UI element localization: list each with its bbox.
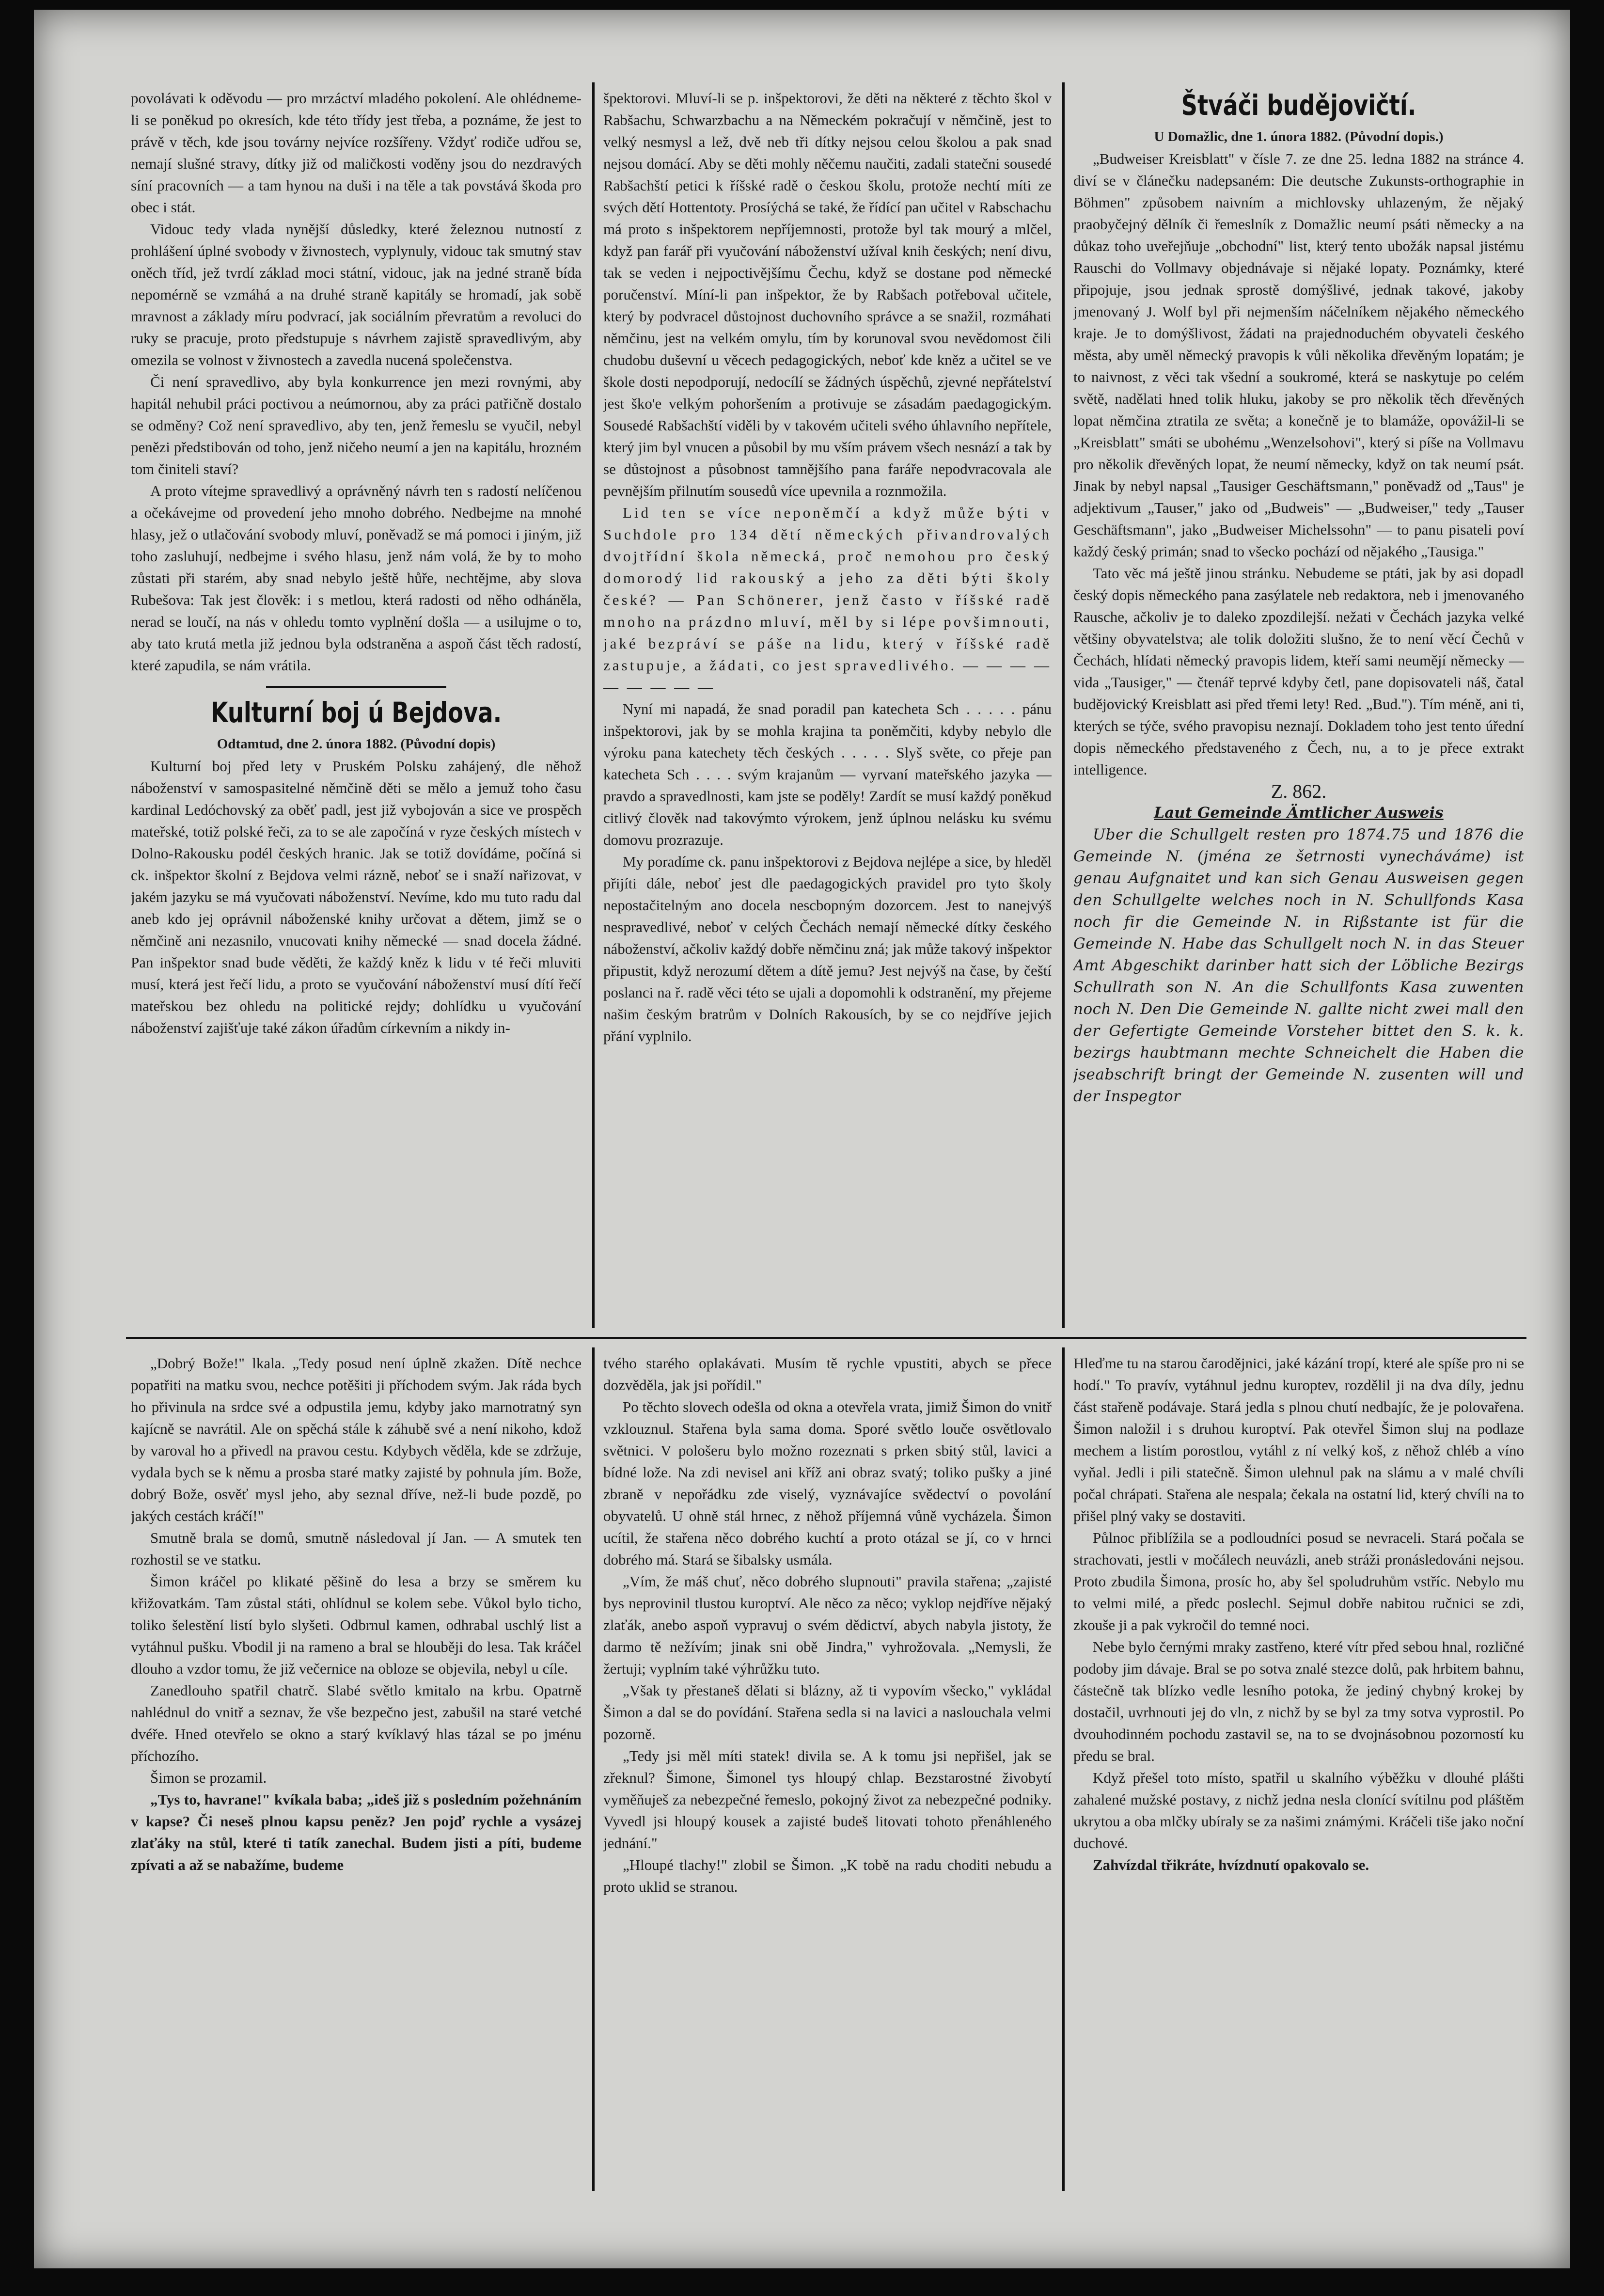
upper-column-3 bbox=[1073, 87, 1524, 1328]
paragraph: „Tedy jsi měl míti statek! divila se. A k tomu jsi nepřišel, jak se zřeknul? Šimone, Šimonel tys hloupý chlap. Bezstarostné živobytí vyměňuješ za nebezpečné řemeslo, pokojný život za nebezpečné podniky. Vyvedl jsi hloupý kousek a zajisté budeš litovati tohoto přenáhleného jednání." bbox=[603, 1747, 1052, 1852]
paragraph: „Budweiser Kreisblatt" v čísle 7. ze dne 25. ledna 1882 na stránce 4. diví se v článečku nadepsaném: Die deutsche Zukunsts-orthographie in Böhmen" způsobem naivním a michlovsky uhlazeným, že nějaký praobyčejný dělník či řemeslník z Domažlic neumí psáti německy a na důkaz toho uveřejňuje „obchodní" list, který tento ubožák napsal jistému Rauschi do Vollmavy objednávaje si nějaké lopaty. Poznámky, které připojuje, jsou jednak sprostě domýšlivé, jednak takové, jakoby jmenovaný J. Wolf byl při nejmenším náčelníkem nějakého německého kraje. Je to domýšlivost, žádati na prajednoduchém obyvateli českého města, aby uměl německý pravopis k vůli několika dřevěným lopatám; je to naivnost, z věci tak všední a soukromé, která se naskytuje po celém světě, nadělati hned tolik hluku, jakoby se pro několik těch dřevěných lopat němčina ztratila ze světa; a konečně je to blamáže, opovážil-li se „Kreisblatt" smáti se ubohému „Wenzelsohovi", který si píše na Vollmavu pro několik dřevěných lopat, že neumí německy, když on tak neumí psát. Jinak by nebyl napsal „Tausiger Geschäftsmann," poněvadž od „Taus" je adjektivum „Tauser," jako od „Budweis" — „Budweiser," tedy „Tauser Geschäftsmann", jako „Budweiser Michelssohn" — to panu pisateli poví každý český primán; snad to všecko pochází od nějakého „Tausiga." bbox=[1073, 150, 1524, 560]
lower-column-1 bbox=[131, 1352, 582, 2191]
paragraph: „Vím, že máš chuť, něco dobrého slupnouti" pravila stařena; „zajisté bys neprovinil tlustou kuroptví. Ale něco za něco; vyklop nejdříve nějaký zlaťák, anebo aspoň vypravuj o svém dědictví, abych nabyla jistoty, že darmo tě nežívím; jinak sni obě Jindra," vyhrožovala. „Nemysli, že žertuji; vyplním také výhrůžku tuto. bbox=[603, 1573, 1052, 1677]
lower-column-3 bbox=[1073, 1352, 1524, 2191]
column-rule-2 bbox=[1062, 82, 1065, 1328]
paragraph: Půlnoc přiblížila se a podloudníci posud se nevraceli. Stará počala se strachovati, jestli v močálech neuvázli, aneb stráži pronásledováni nejsou. Proto zbudila Šimona, prosíc ho, aby šel spoludruhům vstříc. Nebylo mu to velmi milé, a předc poslechl. Sejmul dobře nabitou ručnici se zdi, zkouše ji a pak vykročil do temné noci. bbox=[1073, 1529, 1524, 1633]
lower-column-2 bbox=[603, 1352, 1052, 2191]
article-separator bbox=[266, 686, 446, 688]
paragraph: Nyní mi napadá, že snad poradil pan katecheta Sch . . . . . pánu inšpektorovi, jak by se mohla krajina ta poněmčiti, kdyby nebylo dle výroku pana katechety těch českých . . . . . Slyš světe, co přeje pan katecheta Sch . . . . svým krajanům — vyrvaní mateřského jazyka — pravdo a spravedlnosti, kam jste se poděly! Zardít se musí každý poněkud citlivý člověk nad takovýmto výrokem, jenž úplnou nelásku ku svému domovu prozrazuje. bbox=[603, 700, 1052, 848]
paragraph: „Tys to, havrane!" kvíkala baba; „ideš již s posledním požehnáním v kapse? Či neseš plnou kapsu peněz? Jen pojď rychle a vysázej zlaťáky na stůl, které ti tatík zanechal. Budem jisti a píti, budeme zpívati a až se nabažíme, budeme bbox=[131, 1791, 582, 1873]
paragraph: Zahvízdal třikráte, hvízdnutí opakovalo se. bbox=[1093, 1856, 1369, 1873]
gothic-title: Laut Gemeinde Ämtlicher Ausweis bbox=[1154, 804, 1444, 822]
paragraph: Nebe bylo černými mraky zastřeno, které vítr před sebou hnal, rozličné podoby jim dávaje. Bral se po sotva znalé stezce dolů, pak hrbitem bahnu, částečně tak blízko vedle lesního potoka, že jediný chybný krokej by dostačil, uvrhnouti jej do vln, z nichž by se byl za tmy sotva vyprostil. Po dvouhodinném pochodu zastavil se, na to se dvojnásobnou pozorností ku předu se bral. bbox=[1073, 1638, 1524, 1764]
paragraph: Šimon kráčel po klikaté pěšině do lesa a brzy se směrem ku křižovatkám. Tam zůstal státi, ohlídnul se kolem sebe. Vůkol bylo ticho, toliko šelestění listí bylo slyšeti. Odbrnul kamen, odhrabal uschlý list a vytáhnul pušku. Vbodil ji na rameno a bral se hlouběji do lesa. Tak kráčel dlouho a vzdor tomu, že již večernice na obloze se objevila, nebyl u cíle. bbox=[131, 1573, 582, 1677]
paragraph: Smutně brala se domů, smutně následoval jí Jan. — A smutek ten rozhostil se ve statku. bbox=[131, 1529, 582, 1568]
article-headline: Štváči budějovičtí. bbox=[1181, 89, 1416, 122]
gothic-text: Uber die Schullgelt resten pro 1874.75 und 1876 die Gemeinde N. (jména ze šetrnosti vynecháváme) ist genau Aufgnaitet und kan sich Genau Ausweisen gegen den Schullgelte welches noch in N. Schullfonds Kasa noch fir die Gemeinde N. in Rißstante ist für die Gemeinde N. Habe das Schullgelt noch N. in das Steuer Amt Abgeschikt darinber hatt sich der Löbliche Bezirgs Schullrath son N. An die Schullfonts Kasa zuwenten noch N. Den Die Gemeinde N. gallte nicht zwei mall den der Gefertigte Gemeinde Vorsteher bittet den S. k. k. bezirgs haubtmann mechte Schneichelt die Haben die jseabschrift bringt der Gemeinde N. zusenten will und der Inspegtor bbox=[1073, 826, 1524, 1105]
article-headline: Kulturní boj ú Bejdova. bbox=[210, 696, 502, 729]
paragraph: Kulturní boj před lety v Pruském Polsku zahájený, dle něhož náboženství v samospasitelné němčině děti se mělo a jemuž toho času kardinal Ledóchovský za oběť padl, jest již vybojován a sice ve prospěch mateřské, totiž polské řeči, za to se ale započíná v ryze českých místech v Dolno-Rakousku podél českých hranic. Jak se totiž dovídáme, počíná si ck. inšpektor školní z Bejdova velmi rázně, neboť se i snaží nařizovat, v jakém jazyku se má vyučovati náboženství. Nevíme, kdo mu tuto radu dal aneb kdo jej oprávnil náboženské knihy určovat a dětem, jimž se o němčině ani nezasnilo, vnucovati knihy německé — snad docela žádné. Pan inšpektor snad bude věděti, že každý kněz k lidu v té řeči mluviti musí, která jest řečí lidu, a proto se vyučování náboženství musí dítí řečí mateřskou bez ohledu na politické rejdy; dohlídku u vyučování náboženství zajišťuje také zákon úřadům církevním a nikdy in- bbox=[131, 758, 582, 1036]
column-rule-4 bbox=[1062, 1347, 1065, 2191]
paragraph: Tato věc má ještě jinou stránku. Nebudeme se ptáti, jak by asi dopadl český dopis německého pana zasýlatele neb redaktora, neb i jmenovaného Rausche, ačkoliv je to daleko zpozdilejší. nežati v Čechách jazyka velké většiny obyvatelstva; ale tolik doložiti slušno, že to není věcí Čechů v Čechách, hlídati německý pravopis lidem, kteří sami neumějí německy — vida „Tausiger," — čtenář teprvé kdyby četl, pane dopisovateli náš, čatal budějovický Kreisblatt asi před třemi lety! Red. „Bud."). Tím méně, ani ti, kterých se týče, svého pravopisu neznají. Dokladem toho jest tento úřední dopis německého představeného z Čech, nu, a to je přece extrakt intelligence. bbox=[1073, 565, 1524, 778]
paragraph: „Hloupé tlachy!" zlobil se Šimon. „K tobě na radu choditi nebudu a proto uklid se stranou. bbox=[603, 1856, 1052, 1895]
upper-column-2 bbox=[603, 87, 1052, 1328]
paragraph: Šimon se prozamil. bbox=[150, 1769, 267, 1786]
paragraph: Zanedlouho spatřil chatrč. Slabé světlo kmitalo na krbu. Opatrně nahlédnul do vnitř a seznav, že vše bezpečno jest, zabušil na staré vetché dvéře. Hned otevřelo se okno a starý kvíklavý hlas tázal se po jménu příchozího. bbox=[131, 1682, 582, 1764]
paragraph: Po těchto slovech odešla od okna a otevřela vrata, jimiž Šimon do vnitř vzklouznul. Stařena byla sama doma. Sporé světlo louče osvětlovalo světnici. V pološeru bylo možno rozeznati s prken sbitý stůl, lavici a bídné lože. Na zdi nevisel ani kříž ani obraz svatý; toliko pušky a jiné zbraně v nepořádku zde viselý, vyznávajíce svědectví o povolání obyvatelů. U ohně stál hrnec, z něhož příjemná vůně vycházela. Šimon ucítil, že stařena něco dobrého kuchtí a proto otázal se jí, co v hrnci dobrého má. Stará se šibalsky usmála. bbox=[603, 1398, 1052, 1568]
paragraph: špektorovi. Mluví-li se p. inšpektorovi, že děti na některé z těchto škol v Rabšachu, Schwarzbachu a na Německém pokračují v němčině, jest to velký nesmysl a lež, dvě neb tři dítky nejsou celou školou a pak snad nejsou domácí. Aby se děti mohly něčemu naučiti, zadali statečni sousedé Rabšachští petici k říšské radě o českou školu, protože nechtí míti ze svých dětí Hottentoty. Prosíýchá se také, že řídící pan učitel v Rabschachu má proto s inšpektorem nepříjemnosti, protože byl tak mourý a mlčel, když pan farář při vyučování náboženství užíval knih českých; není divu, tak se veden i nejpoctivějšímu Čechu, když se dostane pod německé poručenství. Míní-li pan inšpektor, že by Rabšach potřeboval učitele, který by podvracel důstojnost duchovního správce a se snažil, rozmáhati němčinu, jest na velkém omylu, tím by korunoval svou nevědomost čili chudobu duševní u věcech pedagogických, neboť kde kněz a učitel se ve škole dosti nepodporují, nedocílí se žádných úspěchů, zjevné nepřátelství jest ško'e velkým pohoršením a protivuje se zásadám paedagogickým. Sousedé Rabšachští viděli by v takovém učiteli svého úhlavního nepřítele, který jim byl vnucen a působil by mu vším právem všech nesnází a tak by se důstojnost a působnost tamnějšího pana faráře nepodvracovala ale pevnějším přilnutím sousedů více upevnila a roznmožila. bbox=[603, 90, 1052, 499]
paragraph: tvého starého oplakávati. Musím tě rychle vpustiti, abych se přece dozvěděla, jak jsi pořídil." bbox=[603, 1355, 1052, 1393]
column-rule-1 bbox=[592, 82, 595, 1328]
paragraph: Lid ten se více neponěmčí a když může býti v Suchdole pro 134 dětí německých přivandrovalých dvojtřídní škola německá, proč nemohou pro český domorodý lid rakouský a jeho za děti býti školy české? — Pan Schönerer, jenž často v říšské radě mnoho na prázdno mluví, měl by si lépe povšimnouti, jaké bezpráví se páše na lidu, který v říšské radě zastupuje, a žádati, co jest spravedlivého. — — — — — — — — — bbox=[603, 504, 1052, 696]
paragraph: Či není spravedlivo, aby byla konkurrence jen mezi rovnými, aby hapitál nehubil práci poctivou a neúmornou, aby za práci patřičně dostalo se odměny? Což není spravedlivo, aby ten, jenž řemeslu se vyučil, nebyl penězi předstibován od toho, jenž ničeho neumí a jen na kapitálu, hrozném tom činiteli staví? bbox=[131, 373, 582, 477]
upper-column-1 bbox=[131, 87, 582, 1328]
column-rule-3 bbox=[592, 1347, 595, 2191]
paragraph: „Však ty přestaneš dělati si blázny, až ti vypovím všecko," vykládal Šimon a dal se do povídání. Stařena sedla si na lavici a naslouchala velmi pozorně. bbox=[603, 1682, 1052, 1742]
paragraph: povolávati k oděvodu — pro mrzáctví mladého pokolení. Ale ohlédneme-li se poněkud po okresích, kde této třídy jest třeba, a poznáme, že jest to právě v těch, kde jsou továrny nejvíce rozšířeny. Vždyť rodiče udřou se, nemají slušné stravy, dítky již od maličkosti voděny jsou do nezdravých síní pracovních — a tam hynou na duši i na těle a tak povstává škoda pro obec i stát. bbox=[131, 90, 582, 216]
dateline: Odtamtud, dne 2. února 1882. (Původní dopis) bbox=[217, 736, 496, 752]
paragraph: Hleďme tu na starou čarodějnici, jaké kázání tropí, které ale spíše pro ni se hodí." To pravív, vytáhnul jednu kuroptev, rozdělil ji na dva díly, jednu část stařeně podávaje. Stará jedla s plnou chutí nedbajíc, že je polovařena. Šimon naložil i s druhou kuroptví. Pak otevřel Šimon sluj na podlaze mechem a listím porostlou, vytáhl z ní velký koš, z něhož chléb a víno vyňal. Jedli i pili statečně. Šimon ulehnul pak na slámu a v malé chvíli počal chrápati. Stařena ale nespala; čekala na ostatní lid, který chvíli na to přišel plný vaky se dostaviti. bbox=[1073, 1355, 1524, 1524]
paragraph: My poradíme ck. panu inšpektorovi z Bejdova nejlépe a sice, by hleděl přijíti dále, neboť jest dle paedagogických pravidel pro tyto školy nepostačitelným ano docela nescbopným dozorcem. Jest to nanejvýš nespravedlivé, neboť v celých Čechách nemají německé dítky českého náboženství, ačkoliv každý dobře němčinu zná; jak může takový inšpektor připustit, když nerozumí dětem a dítě jemu? Jest nejvýš na čase, by čeští poslanci na ř. radě věci této se ujali a dopomohli k odstranění, my přejeme našim českým bratrům v Dolních Rakousích, by se co nejdříve jejich přání vyplnilo. bbox=[603, 853, 1052, 1045]
newspaper-page bbox=[34, 10, 1570, 2268]
dateline: U Domažlic, dne 1. února 1882. (Původní dopis.) bbox=[1154, 129, 1444, 144]
paragraph: Když přešel toto místo, spatřil u skalního výběžku v dlouhé plášti zahalené mužské postavy, z nichž jedna nesla clonící svítilnu pod pláštěm ukrytou a oba mlčky ubíraly se za našimi známými. Kráčeli tiše jako noční duchové. bbox=[1073, 1769, 1524, 1852]
paragraph: „Dobrý Bože!" lkala. „Tedy posud není úplně zkažen. Dítě nechce popatřiti na matku svou, nechce potěšiti ji příchodem svým. Jak ráda bych ho přivinula na srdce své a odpustila jemu, kdyby jako marnotratný syn kajícně se navrátil. Ale on spěchá stále k záhubě své a není nikoho, kdož by varoval ho a přivedl na pravou cestu. Kdybych věděla, kde se zdržuje, vydala bych se k němu a prosba staré matky zajisté by pohnula jím. Bože, dobrý Bože, osvěť mysl jeho, aby seznal dříve, než-li bude pozdě, po jakých cestách kráčí!" bbox=[131, 1355, 582, 1524]
signature: Z. 862. bbox=[1271, 780, 1327, 802]
paragraph: Vidouc tedy vlada nynější důsledky, které železnou nutností z prohlášení úplné svobody v živnostech, vyplynuly, vidouc tak smutný stav oněch tříd, jež tvrdí základ moci státní, vidouc, jak na jedné straně bída nepomérně se vzmáhá a na druhé straně kapitály se hromadí, jak sobě mravnost a základy míru podvrací, jak sociálním převratům a revoluci do ruky se pracuje, proto předstupuje s návrhem zajistě spravedlivým, aby omezila se volnost v živnostech a zavedla nucená společenstva. bbox=[131, 221, 582, 368]
paragraph: A proto vítejme spravedlivý a oprávněný návrh ten s radostí nelíčenou a očekávejme od provedení jeho mnoho dobrého. Nedbejme na mnohé hlasy, jež o utlačování svobody mluví, poněvadž se má pomoci i jiným, již toho zasluhují, nedbejme i svého hlasu, jenž nám volá, že by to moho zůstati při starém, aby snad nebylo ještě hůře, nechtějme, aby slova Rubešova: Tak jest člověk: i s metlou, která radosti od něho odháněla, nerad se loučí, na nás v ohledu tomto vyplnění došla — a usilujme o to, aby tato krutá metla již jednou byla odstraněna a aspoň část těch radostí, které zapudila, se nám vrátila. bbox=[131, 482, 582, 674]
section-divider bbox=[126, 1337, 1526, 1339]
